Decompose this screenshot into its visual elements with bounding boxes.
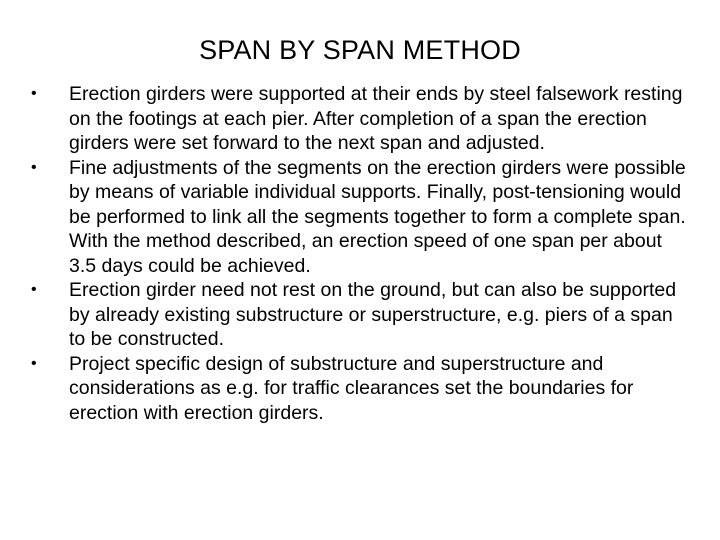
bullet-item: [0, 156, 720, 279]
bullet-item: [0, 82, 720, 156]
bullet-list: [0, 82, 720, 425]
bullet-text: Fine adjustments of the segments on the erection girders were possible by means of variable individual supports. Finally, post-tensioning would be performed to link all the segments together to form a complete span. With the method described, an erection speed of one span per about 3.5 days could be achieved.: [69, 156, 686, 277]
bullet-icon: •: [31, 281, 37, 298]
bullet-icon: •: [31, 354, 37, 372]
bullet-text: Project specific design of substructure and superstructure and considerations as e.g. for traffic clearances set the boundaries for erection with erection girders.: [69, 352, 634, 424]
bullet-text: Erection girder need not rest on the ground, but can also be supported by already existing substructure or superstructure, e.g. piers of a span to be constructed.: [69, 279, 677, 350]
slide-title: SPAN BY SPAN METHOD: [199, 35, 521, 65]
bullet-item: [0, 278, 720, 352]
bullet-icon: •: [31, 85, 37, 102]
bullet-icon: •: [31, 158, 37, 176]
bullet-text: Erection girders were supported at their ends by steel falsework resting on the footings at each pier. After completion of a span the erection girders were set forward to the next span and adjusted.: [69, 83, 683, 154]
bullet-item: [0, 352, 720, 426]
